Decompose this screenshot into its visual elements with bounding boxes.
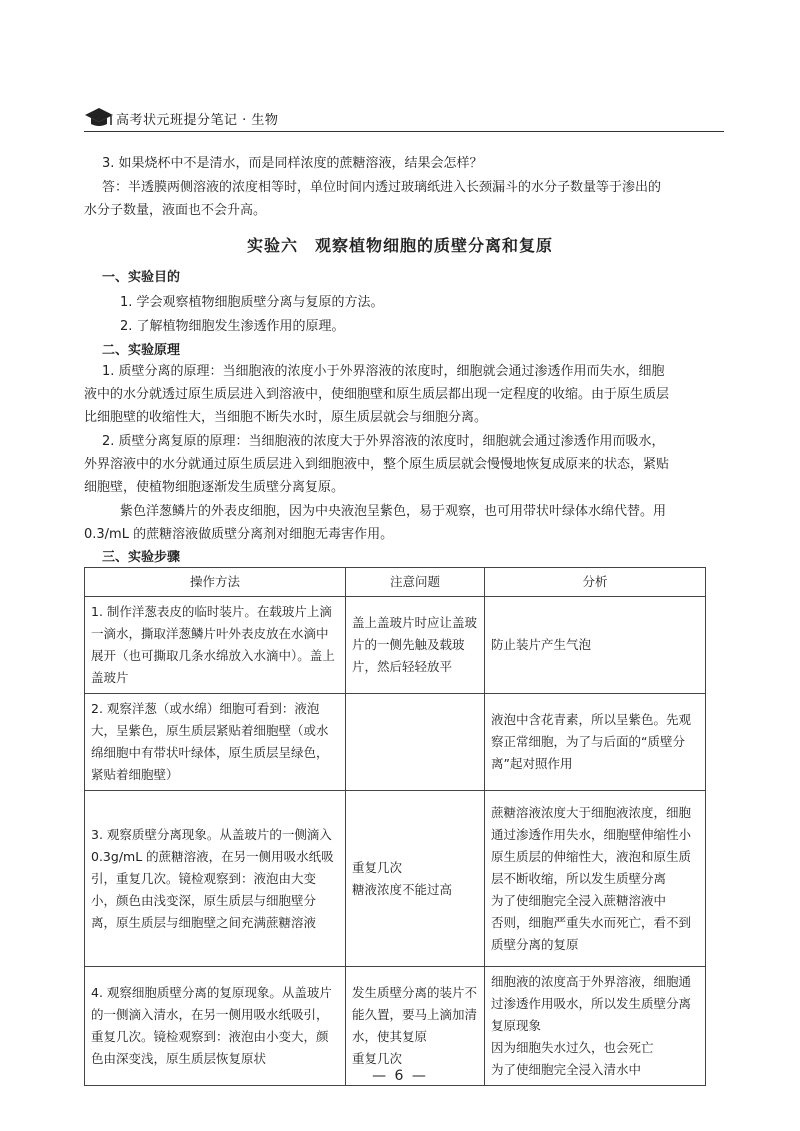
table-row <box>85 791 706 967</box>
step-note <box>346 694 485 791</box>
graduation-cap-icon <box>84 106 114 132</box>
table-header-row <box>85 568 706 597</box>
step-method: 3. 观察质壁分离现象。从盖玻片的一侧滴入 0.3g/mL 的蔗糖溶液，在另一侧用吸水纸吸引，重复几次。镜检观察到：液泡由大变小，颜色由浅变深，原生质层与细胞壁分离，原生质层与细胞壁之间充满蔗糖溶液 <box>85 791 346 967</box>
column-header-method: 操作方法 <box>85 568 346 597</box>
step-analysis: 细胞液的浓度高于外界溶液，细胞通过渗透作用吸水，所以发生质壁分离复原现象 因为细胞失水过久，也会死亡 为了使细胞完全浸入清水中 <box>485 967 706 1086</box>
principle-p2-line-1: 2. 质壁分离复原的原理：当细胞液的浓度大于外界溶液的浓度时，细胞就会通过渗透作用而吸水， <box>102 434 665 449</box>
header-rule <box>84 131 724 132</box>
principle-p3-line-1: 紫色洋葱鳞片的外表皮细胞，因为中央液泡呈紫色，易于观察，也可用带状叶绿体水绵代替。用 <box>120 504 667 519</box>
step-analysis: 防止装片产生气泡 <box>485 597 706 694</box>
step-method: 4. 观察细胞质壁分离的复原现象。从盖玻片的一侧滴入清水，在另一侧用吸水纸吸引，重复几次。镜检观察到：液泡由小变大，颜色由深变浅，原生质层恢复原状 <box>85 967 346 1086</box>
experiment-title: 实验六 观察植物细胞的质壁分离和复原 <box>246 236 553 255</box>
principle-p2-line-2: 外界溶液中的水分就通过原生质层进入到细胞液中，整个原生质层就会慢慢地恢复成原来的状态，紧贴 <box>84 457 670 472</box>
section-heading-steps: 三、实验步骤 <box>102 550 181 565</box>
section-heading-principle: 二、实验原理 <box>102 343 181 358</box>
table-row <box>85 694 706 791</box>
intro-answer-line-1: 答：半透膜两侧溶液的浓度相等时，单位时间内透过玻璃纸进入长颈漏斗的水分子数量等于渗出的 <box>102 180 662 195</box>
page-number: — 6 — <box>372 1068 428 1084</box>
header-title: 高考状元班提分笔记 · 生物 <box>116 113 279 128</box>
step-note: 盖上盖玻片时应让盖玻片的一侧先触及载玻片，然后轻轻放平 <box>346 597 485 694</box>
principle-p1-line-1: 1. 质壁分离的原理：当细胞液的浓度小于外界溶液的浓度时，细胞就会通过渗透作用而失水，细胞 <box>102 364 665 379</box>
purpose-item-1: 1. 学会观察植物细胞质壁分离与复原的方法。 <box>120 295 384 310</box>
purpose-item-2: 2. 了解植物细胞发生渗透作用的原理。 <box>120 319 345 334</box>
principle-p1-line-3: 比细胞壁的收缩性大，当细胞不断失水时，原生质层就会与细胞分离。 <box>84 410 488 425</box>
principle-p2-line-3: 细胞壁，使植物细胞逐渐发生质壁分离复原。 <box>84 480 345 495</box>
step-analysis: 液泡中含花青素，所以呈紫色。先观察正常细胞，为了与后面的“质壁分离”起对照作用 <box>485 694 706 791</box>
column-header-analysis: 分析 <box>485 568 706 597</box>
intro-answer-line-2: 水分子数量，液面也不会升高。 <box>84 203 267 218</box>
principle-p3-line-2: 0.3/mL 的蔗糖溶液做质壁分离剂对细胞无毒害作用。 <box>84 527 394 542</box>
principle-p1-line-2: 液中的水分就透过原生质层进入到溶液中，使细胞壁和原生质层都出现一定程度的收缩。由于原生质层 <box>84 387 670 402</box>
table-row <box>85 597 706 694</box>
steps-table <box>84 567 706 1086</box>
section-heading-purpose: 一、实验目的 <box>102 270 181 285</box>
step-method: 2. 观察洋葱（或水绵）细胞可看到：液泡大，呈紫色，原生质层紧贴着细胞壁（或水绵细胞中有带状叶绿体，原生质层呈绿色，紧贴着细胞壁） <box>85 694 346 791</box>
intro-question: 3. 如果烧杯中不是清水，而是同样浓度的蔗糖溶液，结果会怎样？ <box>102 156 483 171</box>
step-method: 1. 制作洋葱表皮的临时装片。在载玻片上滴一滴水，撕取洋葱鳞片叶外表皮放在水滴中展开（也可撕取几条水绵放入水滴中）。盖上盖玻片 <box>85 597 346 694</box>
column-header-note: 注意问题 <box>346 568 485 597</box>
step-analysis: 蔗糖溶液浓度大于细胞液浓度，细胞通过渗透作用失水，细胞壁伸缩性小原生质层的伸缩性大，液泡和原生质层不断收缩，所以发生质壁分离 为了使细胞完全浸入蔗糖溶液中 否则，细胞严重失水而死亡，看不到质壁分离的复原 <box>485 791 706 967</box>
step-note: 发生质壁分离的装片不能久置，要马上滴加清水，使其复原 重复几次 <box>346 967 485 1086</box>
page-header <box>84 106 724 130</box>
step-note: 重复几次 糖液浓度不能过高 <box>346 791 485 967</box>
